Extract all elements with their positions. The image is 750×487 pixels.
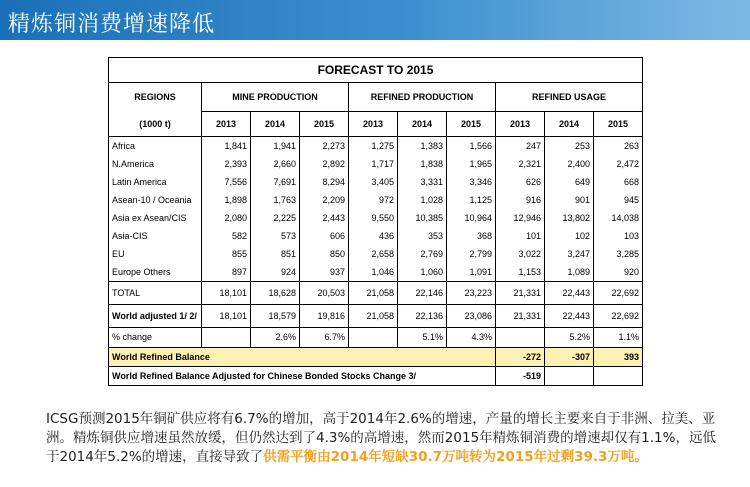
data-cell: 897 (202, 263, 251, 282)
data-cell: 573 (251, 227, 300, 245)
table-row (109, 173, 643, 191)
pct-change-cell: 5.2% (545, 328, 594, 348)
pct-change-cell: 6.7% (300, 328, 349, 348)
data-cell: 7,691 (251, 173, 300, 191)
world-adjusted-cell: 22,443 (545, 305, 594, 328)
data-cell: 2,400 (545, 155, 594, 173)
total-cell: 22,692 (594, 282, 643, 305)
adjusted-balance-cell: -519 (496, 367, 545, 386)
data-cell: 101 (496, 227, 545, 245)
pct-change-cell (202, 328, 251, 348)
total-cell: 18,101 (202, 282, 251, 305)
data-cell: 3,346 (447, 173, 496, 191)
page-title: 精炼铜消费增速降低 (8, 12, 216, 37)
mine-production-header: MINE PRODUCTION (202, 83, 349, 112)
pct-change-cell: 1.1% (594, 328, 643, 348)
refined-usage-header: REFINED USAGE (496, 83, 643, 112)
data-cell: 1,275 (349, 137, 398, 156)
data-cell: 1,763 (251, 191, 300, 209)
data-cell: 649 (545, 173, 594, 191)
data-cell: 2,660 (251, 155, 300, 173)
data-cell: 1,941 (251, 137, 300, 156)
total-cell: 21,331 (496, 282, 545, 305)
adjusted-balance-label: World Refined Balance Adjusted for Chinese Bonded Stocks Change 3/ (109, 367, 496, 386)
table-row (109, 191, 643, 209)
adjusted-balance-cell (594, 367, 643, 386)
region-name: Asia-CIS (109, 227, 202, 245)
world-adjusted-cell: 23,086 (447, 305, 496, 328)
world-adjusted-cell: 22,136 (398, 305, 447, 328)
data-cell: 2,273 (300, 137, 349, 156)
total-cell: 22,146 (398, 282, 447, 305)
data-cell: 103 (594, 227, 643, 245)
data-cell: 368 (447, 227, 496, 245)
unit-label: (1000 t) (109, 112, 202, 137)
year-header: 2014 (398, 112, 447, 137)
year-header: 2015 (447, 112, 496, 137)
year-header: 2013 (349, 112, 398, 137)
region-name: Asia ex Asean/CIS (109, 209, 202, 227)
data-cell: 7,556 (202, 173, 251, 191)
regions-header: REGIONS (109, 83, 202, 112)
region-name: EU (109, 245, 202, 263)
data-cell: 2,443 (300, 209, 349, 227)
data-cell: 2,472 (594, 155, 643, 173)
year-header: 2015 (594, 112, 643, 137)
total-cell: 20,503 (300, 282, 349, 305)
data-cell: 1,060 (398, 263, 447, 282)
pct-change-cell (496, 328, 545, 348)
data-cell: 582 (202, 227, 251, 245)
note-text: ICSG预测2015年铜矿供应将有6.7%的增加，高于2014年2.6%的增速，产量的增长主要来自于非洲、拉美、亚洲。精炼铜供应增速虽然放缓，但仍然达到了4.3%的高增速，然而2015年精炼铜消费的增速却仅有1.1%，远低于2014年5.2%的增速，直接导致了 (46, 411, 716, 465)
data-cell: 10,964 (447, 209, 496, 227)
refined-production-header: REFINED PRODUCTION (349, 83, 496, 112)
data-cell: 13,802 (545, 209, 594, 227)
data-cell: 1,383 (398, 137, 447, 156)
data-cell: 2,209 (300, 191, 349, 209)
world-refined-balance-label: World Refined Balance (109, 348, 496, 367)
total-cell: 23,223 (447, 282, 496, 305)
data-cell: 14,038 (594, 209, 643, 227)
total-label: TOTAL (109, 282, 202, 305)
world-adjusted-cell: 18,101 (202, 305, 251, 328)
data-cell: 668 (594, 173, 643, 191)
data-cell: 102 (545, 227, 594, 245)
data-cell: 2,658 (349, 245, 398, 263)
table-title: FORECAST TO 2015 (109, 58, 643, 83)
data-cell: 1,965 (447, 155, 496, 173)
year-header: 2013 (496, 112, 545, 137)
data-cell: 2,321 (496, 155, 545, 173)
pct-change-cell: 2.6% (251, 328, 300, 348)
data-cell: 3,285 (594, 245, 643, 263)
adjusted-balance-cell (545, 367, 594, 386)
note-highlight: 供需平衡由2014年短缺30.7万吨转为2015年过剩39.3万吨。 (263, 449, 648, 465)
data-cell: 3,331 (398, 173, 447, 191)
data-cell: 606 (300, 227, 349, 245)
world-adjusted-cell: 21,058 (349, 305, 398, 328)
data-cell: 10,385 (398, 209, 447, 227)
region-name: Africa (109, 137, 202, 156)
table-row (109, 137, 643, 156)
data-cell: 1,153 (496, 263, 545, 282)
data-cell: 850 (300, 245, 349, 263)
data-cell: 2,225 (251, 209, 300, 227)
region-name: Asean-10 / Oceania (109, 191, 202, 209)
table-row (109, 263, 643, 282)
total-cell: 22,443 (545, 282, 594, 305)
forecast-table (108, 57, 642, 386)
total-cell: 18,628 (251, 282, 300, 305)
pct-change-cell: 5.1% (398, 328, 447, 348)
year-header: 2013 (202, 112, 251, 137)
data-cell: 901 (545, 191, 594, 209)
data-cell: 1,089 (545, 263, 594, 282)
data-cell: 1,838 (398, 155, 447, 173)
data-cell: 1,566 (447, 137, 496, 156)
table-row (109, 209, 643, 227)
data-cell: 12,946 (496, 209, 545, 227)
data-cell: 1,091 (447, 263, 496, 282)
world-adjusted-cell: 18,579 (251, 305, 300, 328)
table-row (109, 245, 643, 263)
data-cell: 2,769 (398, 245, 447, 263)
pct-change-cell: 4.3% (447, 328, 496, 348)
data-cell: 1,841 (202, 137, 251, 156)
data-cell: 2,080 (202, 209, 251, 227)
table-row (109, 227, 643, 245)
data-cell: 353 (398, 227, 447, 245)
forecast-table-grid (108, 57, 643, 386)
data-cell: 263 (594, 137, 643, 156)
data-cell: 3,022 (496, 245, 545, 263)
data-cell: 2,799 (447, 245, 496, 263)
total-cell: 21,058 (349, 282, 398, 305)
region-name: Latin America (109, 173, 202, 191)
data-cell: 436 (349, 227, 398, 245)
region-name: Europe Others (109, 263, 202, 282)
data-cell: 626 (496, 173, 545, 191)
pct-change-cell (349, 328, 398, 348)
data-cell: 1,046 (349, 263, 398, 282)
data-cell: 247 (496, 137, 545, 156)
data-cell: 924 (251, 263, 300, 282)
world-adjusted-cell: 19,816 (300, 305, 349, 328)
analysis-note (46, 410, 726, 467)
year-header: 2014 (251, 112, 300, 137)
data-cell: 3,247 (545, 245, 594, 263)
data-cell: 920 (594, 263, 643, 282)
title-banner (0, 0, 750, 40)
data-cell: 945 (594, 191, 643, 209)
data-cell: 1,125 (447, 191, 496, 209)
world-adjusted-cell: 22,692 (594, 305, 643, 328)
data-cell: 2,892 (300, 155, 349, 173)
world-adjusted-label: World adjusted 1/ 2/ (109, 305, 202, 328)
world-adjusted-cell: 21,331 (496, 305, 545, 328)
data-cell: 1,028 (398, 191, 447, 209)
balance-cell: -307 (545, 348, 594, 367)
balance-cell: -272 (496, 348, 545, 367)
data-cell: 972 (349, 191, 398, 209)
pct-change-label: % change (109, 328, 202, 348)
data-cell: 3,405 (349, 173, 398, 191)
balance-cell: 393 (594, 348, 643, 367)
data-cell: 916 (496, 191, 545, 209)
data-cell: 855 (202, 245, 251, 263)
data-cell: 8,294 (300, 173, 349, 191)
year-header: 2015 (300, 112, 349, 137)
data-cell: 1,898 (202, 191, 251, 209)
year-header: 2014 (545, 112, 594, 137)
data-cell: 851 (251, 245, 300, 263)
data-cell: 253 (545, 137, 594, 156)
data-cell: 2,393 (202, 155, 251, 173)
data-cell: 1,717 (349, 155, 398, 173)
table-row (109, 155, 643, 173)
region-name: N.America (109, 155, 202, 173)
data-cell: 937 (300, 263, 349, 282)
data-cell: 9,550 (349, 209, 398, 227)
